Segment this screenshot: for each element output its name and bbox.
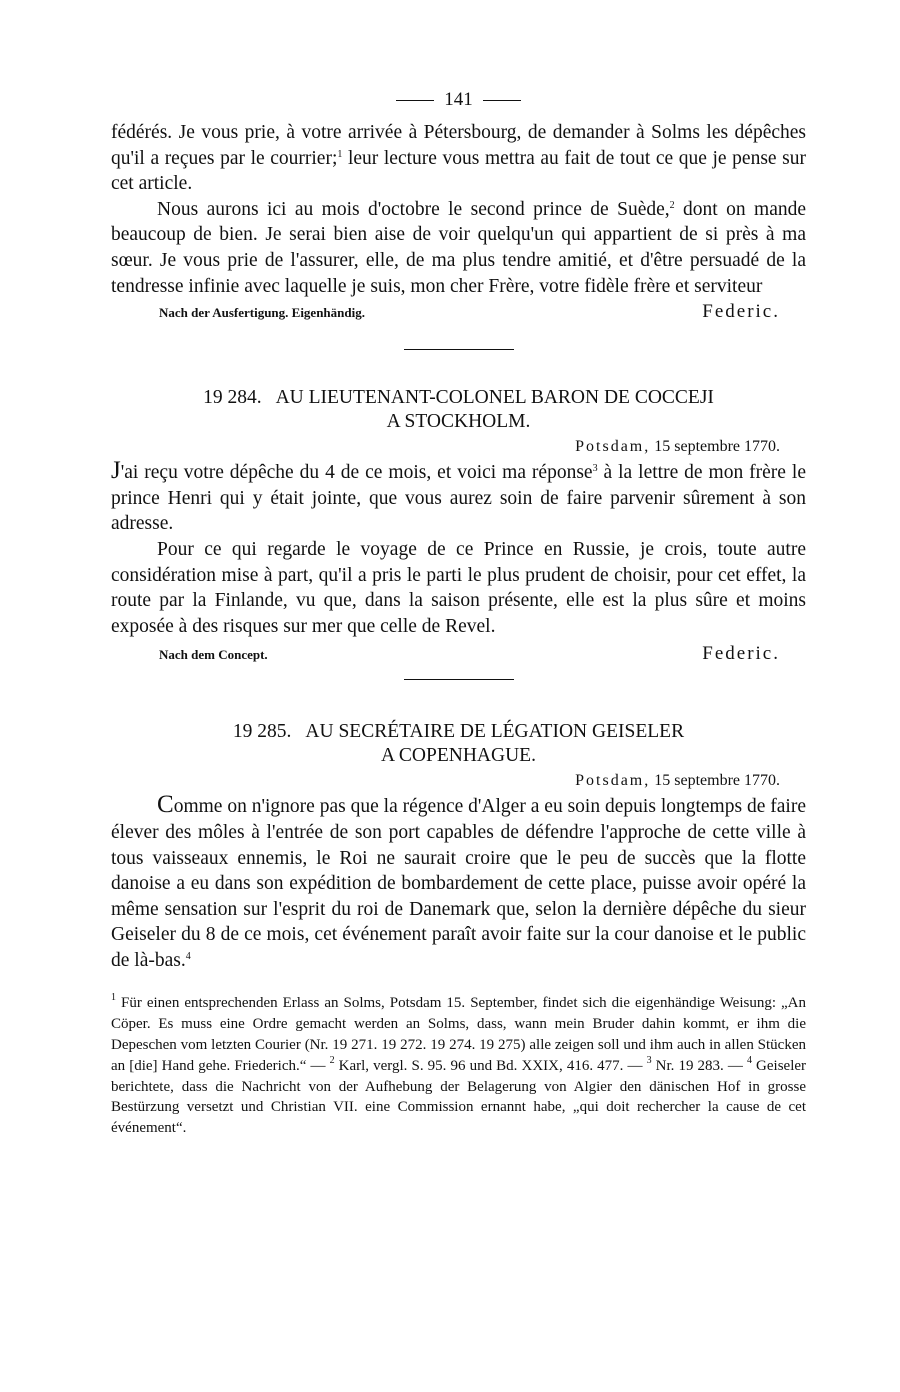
place-date bbox=[111, 770, 806, 792]
footnote-mark: 4 bbox=[185, 950, 191, 962]
footnote-text: $^1$ Für einen entsprechenden Erlass an Solms, Potsdam 15. September, findet sich die eigenhändige Weisung: „An Cöper. Es muss eine Ordre gemacht werden an Solms, dass, wann mein Bruder dahin kommt, er ihm die Depeschen vom letzten Courier (Nr. 19 271. 19 272. 19 274. 19 275) alle zeigen soll und ihm auch in allen Stücken an [die] Hand gehe. Friederich.“ — $^2$ Karl, vergl. S. 95. 96 und Bd. XXIX, 416. 477. — $^3$ Nr. 19 283. — $^4$ Geiseler berichtete, dass die Nachricht von der Aufhebung der Belagerung von Algier den dänischen Hof in grosse Bestürzung versetzt und Christian VII. eine Commission ernannt habe, „qui doit rechercher la cause de cet événement“. bbox=[111, 992, 807, 1137]
letter-title bbox=[111, 386, 806, 434]
letter-title-line1: AU LIEUTENANT-COLONEL BARON DE COCCEJI bbox=[275, 387, 714, 409]
header-dash-left bbox=[396, 100, 434, 101]
paragraph: Nous aurons ici au mois d'octobre le second prince de Suède,$^2$ dont on mande beaucoup de bien. Je serai bien aise de voir quelqu'un qui appartient de si près à ma sœur. Je vous prie de l'assurer, elle, de ma plus tendre amitié, et d'être persuadé de la tendresse infinie avec laquelle je suis, mon cher Frère, votre fidèle frère et serviteur bbox=[111, 198, 806, 297]
source-note: Nach der Ausfertigung. Eigenhändig. bbox=[159, 305, 365, 321]
footnote-mark: 3 bbox=[592, 463, 598, 475]
footnote-mark: 2 bbox=[669, 199, 675, 211]
signature-row bbox=[111, 301, 806, 323]
signature: Federic. bbox=[702, 301, 780, 323]
section-divider bbox=[404, 349, 514, 350]
letter-title-line2: A STOCKHOLM. bbox=[386, 411, 531, 433]
section-divider bbox=[404, 679, 514, 680]
initial-letter: J bbox=[111, 457, 121, 485]
letter-title bbox=[111, 720, 806, 768]
letter-continuation bbox=[111, 120, 806, 323]
header-dash-right bbox=[483, 100, 521, 101]
place: Potsdam, bbox=[575, 772, 651, 790]
paragraph: J'ai reçu votre dépêche du 4 de ce mois, et voici ma réponse$^3$ à la lettre de mon frère le prince Henri qui y était jointe, que vous aurez soin de faire parvenir sûrement à son adresse. bbox=[111, 457, 806, 535]
paragraph: fédérés. Je vous prie, à votre arrivée à Pétersbourg, de demander à Solms les dépêches qu'il a reçues par le courrier;$^1$ leur lecture vous mettra au fait de tout ce que je pense sur cet article. bbox=[111, 122, 806, 195]
date: 15 septembre 1770. bbox=[654, 772, 780, 790]
letter-title-line1: AU SECRÉTAIRE DE LÉGATION GEISELER bbox=[305, 721, 685, 743]
place: Potsdam, bbox=[575, 438, 651, 456]
footnote-mark: 1 bbox=[337, 148, 343, 160]
signature: Federic. bbox=[702, 643, 780, 665]
letter-number: 19 285. bbox=[232, 721, 292, 743]
initial-letter: C bbox=[157, 791, 174, 819]
letter-number: 19 284. bbox=[203, 387, 262, 409]
paragraph: Comme on n'ignore pas que la régence d'Alger a eu soin depuis longtemps de faire élever des môles à l'entrée de son port capables de défendre l'approche de cette ville à tous vaisseaux ennemis, le Roi ne saurait croire que le peu de succès que la flotte danoise a eu dans son expédition de bombardement de cette place, puisse avoir opéré la même sensation sur l'esprit du roi de Danemark que, selon la dernière dépêche du sieur Geiseler du 8 de ce mois, cet événement paraît avoir faite sur la cour danoise et le public de là-bas.$^4$ bbox=[111, 791, 806, 971]
paragraph: Pour ce qui regarde le voyage de ce Prince en Russie, je crois, toute autre considération mise à part, qu'il a pris le parti le plus prudent de choisir, pour cet effet, la route par la Finlande, vu que, dans la saison présente, elle est la plus sûre et moins exposée à des risques sur mer que celle de Revel. bbox=[111, 538, 806, 637]
letter-19285 bbox=[111, 720, 806, 973]
page-header bbox=[111, 80, 806, 120]
footnotes bbox=[111, 993, 806, 1139]
letter-19284 bbox=[111, 386, 806, 665]
place-date bbox=[111, 436, 806, 458]
letter-title-line2: A COPENHAGUE. bbox=[381, 745, 536, 767]
page-number: 141 bbox=[444, 89, 473, 110]
source-note: Nach dem Concept. bbox=[159, 647, 268, 663]
page bbox=[111, 80, 806, 1139]
date: 15 septembre 1770. bbox=[654, 438, 780, 456]
